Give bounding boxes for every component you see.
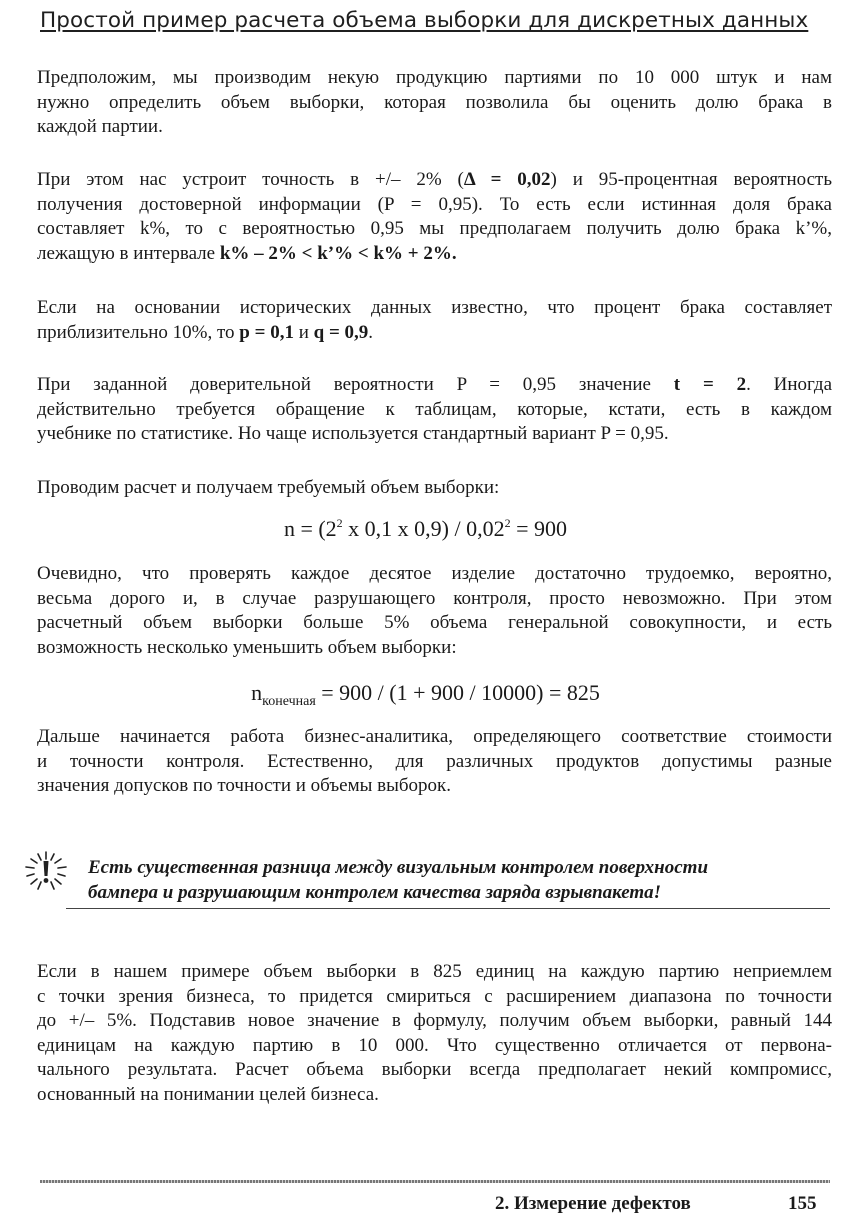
footer-divider xyxy=(40,1180,830,1183)
paragraph-line: Проводим расчет и получаем требуемый объем выборки: xyxy=(37,477,500,498)
paragraph-line: При этом нас устроит точность в +/– 2% (Δ = 0,02) и 95-процентная вероятность xyxy=(37,169,832,190)
callout-line: бампера и разрушающим контролем качества заряда взрывпакета! xyxy=(88,882,662,903)
paragraph-line: значения допусков по точности и объемы выборок. xyxy=(37,775,452,796)
paragraph-obviously xyxy=(37,562,832,660)
paragraph-line: При заданной доверительной вероятности P = 0,95 значение t = 2. Иногда xyxy=(37,374,832,395)
paragraph-line: до +/– 5%. Подставив новое значение в формулу, получим объем выборки, равный 144 xyxy=(37,1010,832,1031)
callout-line: Есть существенная разница между визуальным контролем поверхности xyxy=(88,857,709,878)
page-number: 155 xyxy=(788,1193,817,1214)
paragraph-intro xyxy=(37,66,832,140)
paragraph-line: и точности контроля. Естественно, для различных продуктов допустимы разные xyxy=(37,750,832,772)
paragraph-line: составляет k%, то с вероятностью 0,95 мы предполагаем получить долю брака k’%, xyxy=(37,218,832,239)
final-sample-formula: $n_{конечная} = 900 / (1 + 900 / 10000) = 825$ xyxy=(251,680,600,709)
paragraph-line: основанный на понимании целей бизнеса. xyxy=(37,1083,379,1105)
paragraph-line: Предположим, мы производим некую продукцию партиями по 10 000 штук и нам xyxy=(37,67,832,88)
paragraph-historical xyxy=(37,296,832,345)
paragraph-line: Очевидно, что проверять каждое десятое изделие достаточно трудоемко, вероятно, xyxy=(37,563,832,584)
paragraph-line: расчетный объем выборки больше 5% объема генеральной совокупности, и есть xyxy=(37,612,832,633)
callout-underline xyxy=(66,908,830,909)
paragraph-line: приблизительно 10%, то p = 0,1 и q = 0,9. xyxy=(37,321,374,343)
paragraph-line: действительно требуется обращение к таблицам, которые, кстати, есть в каждом xyxy=(37,398,832,420)
paragraph-line: лежащую в интервале k% – 2% < k’% < k% + 2%. xyxy=(37,242,457,264)
paragraph-line: чального результата. Расчет объема выборки всегда предполагает некий компромисс, xyxy=(37,1059,832,1080)
paragraph-line: получения достоверной информации (P = 0,95). То есть если истинная доля брака xyxy=(37,193,832,215)
paragraph-line: возможность несколько уменьшить объем выборки: xyxy=(37,636,457,658)
paragraph-calculation xyxy=(37,476,832,501)
paragraph-line: с точки зрения бизнеса, то придется смириться с расширением диапазона по точности xyxy=(37,985,832,1007)
paragraph-line: нужно определить объем выборки, которая позволила бы оценить долю брака в xyxy=(37,91,832,113)
paragraph-compromise xyxy=(37,960,832,1107)
paragraph-line: Если в нашем примере объем выборки в 825 единиц на каждую партию неприемлем xyxy=(37,961,832,982)
paragraph-analyst xyxy=(37,725,832,799)
running-footer-chapter: 2. Измерение дефектов xyxy=(495,1193,691,1214)
paragraph-line: Если на основании исторических данных известно, что процент брака составляет xyxy=(37,297,832,318)
paragraph-line: Дальше начинается работа бизнес-аналитика, определяющего соответствие стоимости xyxy=(37,726,832,747)
paragraph-confidence xyxy=(37,373,832,447)
sample-size-formula: $n = (2^2$ x 0,1 x $0,9) / 0,02^2 = 900$ xyxy=(283,516,568,541)
paragraph-line: каждой партии. xyxy=(37,116,163,137)
paragraph-line: весьма дорого и, в случае разрушающего контроля, просто невозможно. При этом xyxy=(37,587,832,609)
section-heading: Простой пример расчета объема выборки для дискретных данных xyxy=(40,8,809,33)
paragraph-line: единицам на каждую партию в 10 000. Что существенно отличается от первона- xyxy=(37,1034,832,1056)
callout-note xyxy=(88,855,818,905)
exclamation-burst-icon xyxy=(22,848,74,894)
paragraph-accuracy xyxy=(37,168,832,266)
paragraph-line: учебнике по статистике. Но чаще используется стандартный вариант P = 0,95. xyxy=(37,423,669,444)
